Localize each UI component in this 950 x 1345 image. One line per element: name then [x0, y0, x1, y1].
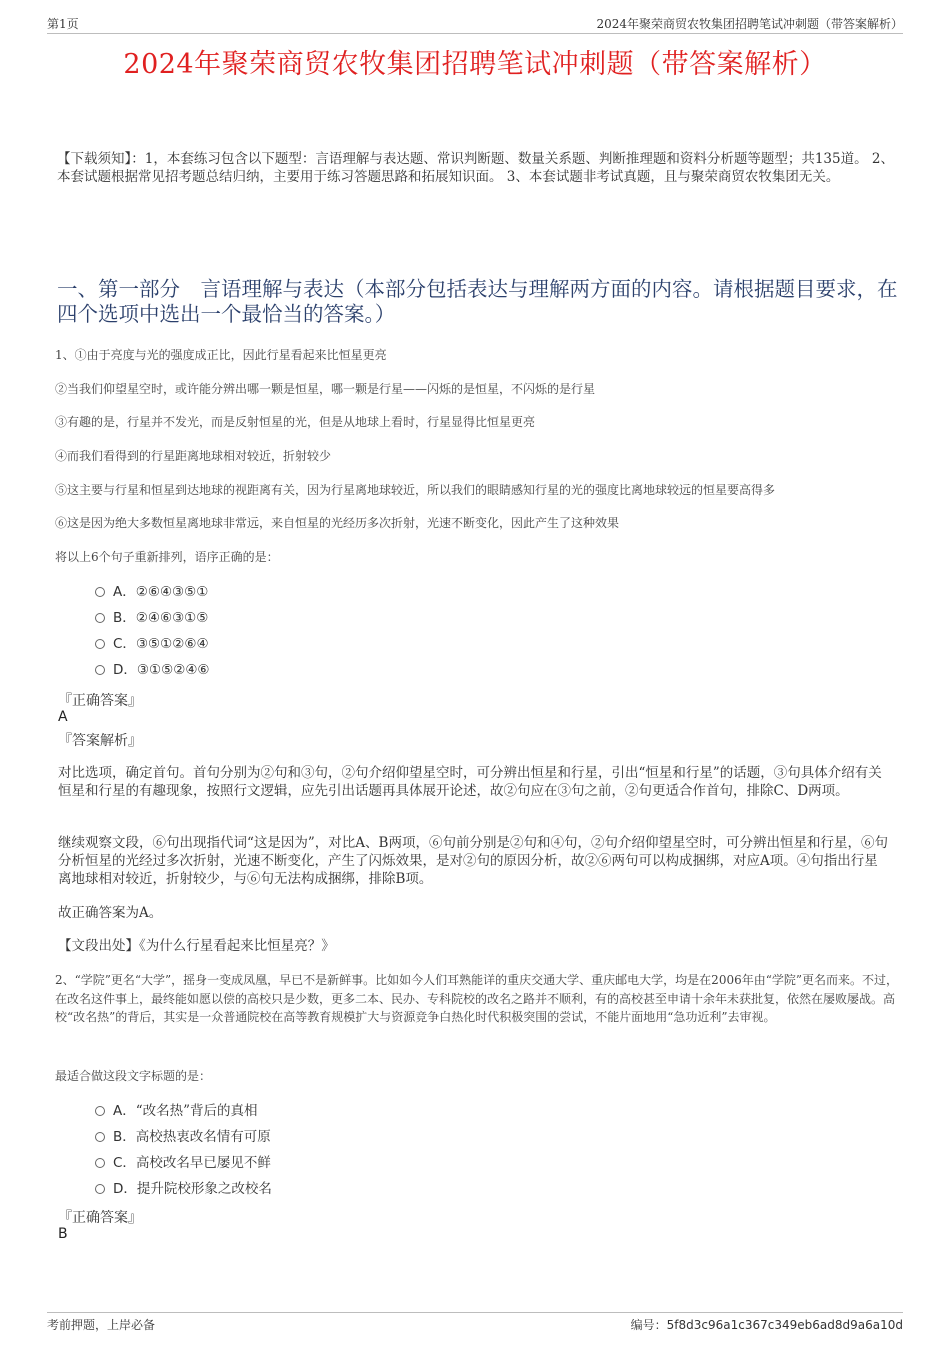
q1-answer-label: 『正确答案』 — [58, 693, 142, 709]
q2-prompt: 最适合做这段文字标题的是： — [55, 1069, 212, 1083]
radio-icon[interactable] — [95, 613, 105, 623]
q2-option-a[interactable] — [95, 1101, 258, 1121]
option-text: ③⑤①②⑥④ — [135, 636, 209, 652]
document-title: 2024年聚荣商贸农牧集团招聘笔试冲刺题（带答案解析） — [123, 49, 827, 80]
q2-answer: B — [58, 1226, 68, 1242]
q1-line-2: ②当我们仰望星空时，或许能分辨出哪一颗是恒星，哪一颗是行星——闪烁的是恒星，不闪烁的是行星 — [55, 382, 596, 396]
option-letter: A． — [113, 1103, 136, 1119]
q1-option-c[interactable] — [95, 634, 209, 654]
radio-icon[interactable] — [95, 587, 105, 597]
option-text: 提升院校形象之改校名 — [136, 1181, 272, 1197]
q2-option-b[interactable] — [95, 1127, 271, 1147]
option-letter: D． — [113, 662, 137, 678]
option-text: ③①⑤②④⑥ — [136, 662, 210, 678]
radio-icon[interactable] — [95, 1184, 105, 1194]
q1-option-a[interactable] — [95, 582, 208, 602]
footer-slogan: 考前押题，上岸必备 — [47, 1318, 156, 1332]
option-letter: A． — [113, 584, 136, 600]
q1-answer: A — [58, 709, 68, 725]
footer-code-label: 编号： — [630, 1318, 667, 1332]
q1-analysis-1: 对比选项，确定首句。首句分别为②句和③句，②句介绍仰望星空时，可分辨出恒星和行星，引出“恒星和行星”的话题，③句具体介绍有关恒星和行星的有趣现象，按照行文逻辑，应先引出话题再具体展开论述，故②句应在③句之前，②句更适合作首句，排除C、D两项。 — [58, 765, 882, 799]
option-text: 高校改名早已屡见不鲜 — [135, 1155, 271, 1171]
q1-analysis-3: 故正确答案为A。 — [58, 905, 163, 921]
q1-option-b[interactable] — [95, 608, 208, 628]
q1-option-d[interactable] — [95, 660, 210, 680]
option-text: ②⑥④③⑤① — [135, 584, 209, 600]
q1-line-1: 1、①由于亮度与光的强度成正比，因此行星看起来比恒星更亮 — [55, 348, 387, 362]
header-doc-name: 2024年聚荣商贸农牧集团招聘笔试冲刺题（带答案解析） — [596, 17, 903, 31]
page-footer — [47, 1312, 903, 1333]
option-letter: C． — [113, 1155, 136, 1171]
page-number: 第1页 — [47, 17, 79, 31]
q2-passage: 2、“学院”更名“大学”，摇身一变成凤凰，早已不是新鲜事。比如如今人们耳熟能详的重庆交通大学、重庆邮电大学，均是在2006年由“学院”更名而来。不过，在改名这件事上，最终能如愿以偿的高校只是少数，更多二本、民办、专科院校的改名之路并不顺利，有的高校甚至申请十余年未获批复，依然在屡败屡战。高校“改名热”的背后，其实是一众普通院校在高等教育规模扩大与资源竞争白热化时代积极突围的尝试，不能片面地用“急功近利”去审视。 — [55, 973, 898, 1024]
radio-icon[interactable] — [95, 665, 105, 675]
q2-answer-label: 『正确答案』 — [58, 1210, 142, 1226]
q1-analysis-2: 继续观察文段，⑥句出现指代词“这是因为”，对比A、B两项，⑥句前分别是②句和④句，②句介绍仰望星空时，可分辨出恒星和行星，⑥句分析恒星的光经过多次折射，光速不断变化，产生了闪烁效果，是对②句的原因分析，故②⑥两句可以构成捆绑，对应A项。④句指出行星离地球相对较近，折射较少，与⑥句无法构成捆绑，排除B项。 — [58, 835, 888, 887]
option-text: “改名热”背后的真相 — [135, 1103, 258, 1119]
radio-icon[interactable] — [95, 639, 105, 649]
option-letter: B． — [113, 610, 136, 626]
option-letter: C． — [113, 636, 136, 652]
q1-line-6: ⑥这是因为绝大多数恒星离地球非常远，来自恒星的光经历多次折射，光速不断变化，因此产生了这种效果 — [55, 516, 620, 530]
q1-prompt: 将以上6个句子重新排列，语序正确的是： — [55, 550, 279, 564]
footer-code — [631, 1316, 903, 1333]
q2-option-d[interactable] — [95, 1179, 272, 1199]
radio-icon[interactable] — [95, 1132, 105, 1142]
q1-line-4: ④而我们看得到的行星距离地球相对较近，折射较少 — [55, 449, 332, 463]
radio-icon[interactable] — [95, 1106, 105, 1116]
page-header — [47, 13, 903, 34]
q1-analysis-label: 『答案解析』 — [58, 733, 142, 749]
download-notice: 【下载须知】：1，本套练习包含以下题型：言语理解与表达题、常识判断题、数量关系题、判断推理题和资料分析题等题型；共135道。 2、本套试题根据常见招考题总结归纳，主要用于练习答题思路和拓展知识面。 3、本套试题非考试真题，且与聚荣商贸农牧集团无关。 — [57, 151, 894, 185]
radio-icon[interactable] — [95, 1158, 105, 1168]
footer-code-value: 5f8d3c96a1c367c349eb6ad8d9a6a10d — [666, 1318, 903, 1332]
option-text: 高校热衷改名情有可原 — [135, 1129, 271, 1145]
section-title: 一、第一部分 言语理解与表达（本部分包括表达与理解两方面的内容。请根据题目要求，在四个选项中选出一个最恰当的答案。） — [57, 277, 898, 326]
q2-option-c[interactable] — [95, 1153, 271, 1173]
option-letter: D． — [113, 1181, 137, 1197]
option-letter: B． — [113, 1129, 136, 1145]
q1-line-5: ⑤这主要与行星和恒星到达地球的视距离有关，因为行星离地球较近，所以我们的眼睛感知行星的光的强度比离地球较远的恒星要高得多 — [55, 483, 776, 497]
option-text: ②④⑥③①⑤ — [135, 610, 209, 626]
q1-line-3: ③有趣的是，行星并不发光，而是反射恒星的光，但是从地球上看时，行星显得比恒星更亮 — [55, 415, 536, 429]
q1-source: 【文段出处】《为什么行星看起来比恒星亮？》 — [58, 938, 335, 954]
